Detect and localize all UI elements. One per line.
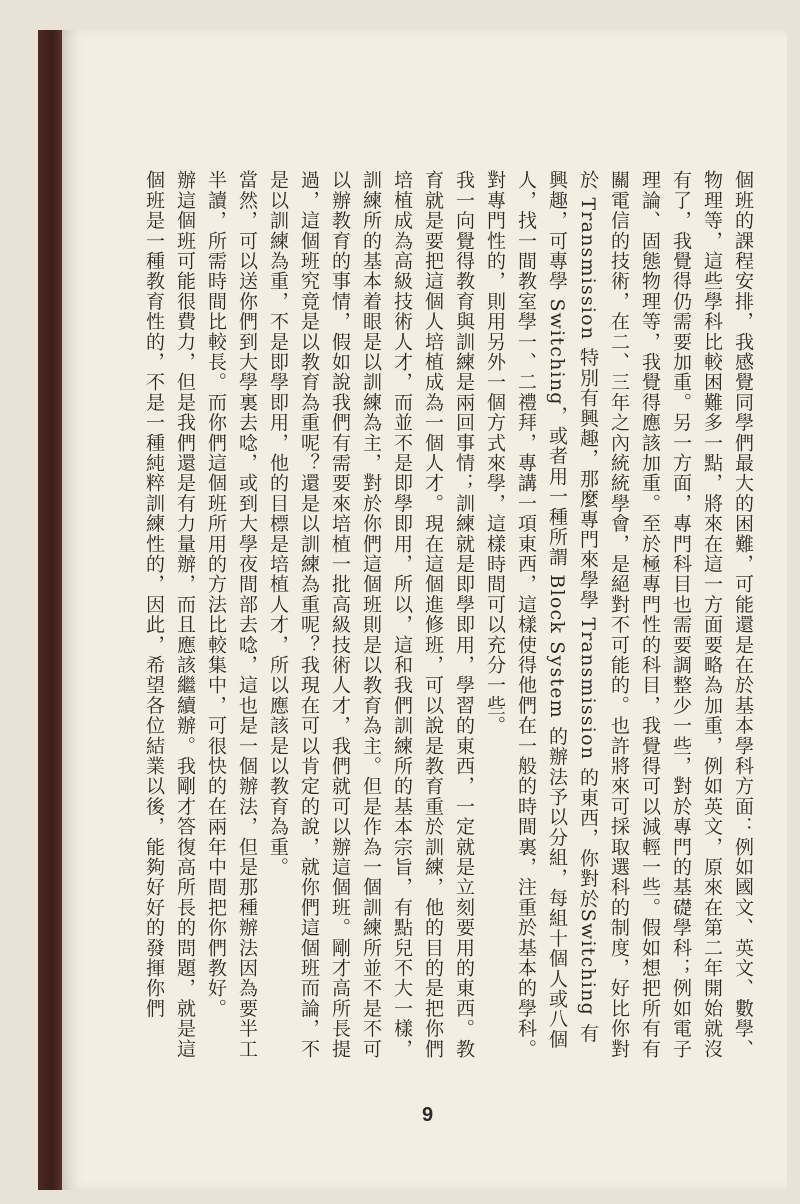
paragraph-1: 個班的課程安排，我感覺同學們最大的困難，可能還是在於基本學科方面：例如國文、英文、數學、物理等，這些學科比較困難多一點，將來在這一方面要略為加重，例如英文，原來在第二年開始就沒有了，我覺得仍需要加重。另一方面，專門科目也需要調整少一些，對於專門的基礎學科；例如電子理論、固態物理等，我覺得應該加重。至於極專門性的科目，我覺得可以減輕一些。假如想把所有有關電信的技術，在二、三年之內統統學會，是絕對不可能的。也許將來可採取選科的制度，好比你對於 Transmission 特別有興趣，那麼專門來學學 Transmission 的東西，你對於Switching 有興趣，可專學 Switching，或者用一種所謂 Block System 的辦法予以分組，每組十個人或八個人，找一間教室學一、二禮拜，專講一項東西，這樣使得他們在一般的時間裏，注重於基本的學科。對專門性的，則用另外一個方式來學，這樣時間可以充分一些。 [484, 170, 754, 1059]
page-number: 9 [422, 1104, 434, 1126]
book-spine [38, 30, 62, 1190]
paragraph-4: 辦這個班可能很費力，但是我們還是有力量辦，而且應該繼續辦。我剛才答復高所長的問題，就是這個班是一種教育性的，不是一種純粹訓練性的，因此，希望各位結業以後，能夠好好的發揮你們 [143, 170, 196, 1059]
paragraph-2: 我一向覺得教育與訓練是兩回事情；訓練就是即學即用，學習的東西，一定就是立刻要用的東西。教育就是要把這個人培植成為一個人才。現在這個進修班，可以說是教育重於訓練，他的目的是把你們培植成為高級技術人才，而並不是即學即用，所以，這和我們訓練所的基本宗旨，有點兒不大一樣，訓練所的基本着眼是以訓練為主，對於你們這個班則是以教育為主。但是作為一個訓練所並不是不可以辦教育的事情，假如說我們有需要來培植一批高級技術人才，我們就可以辦這個班。剛才高所長提過，這個班究竟是以教育為重呢？還是以訓練為重呢？我現在可以肯定的說，就你們這個班而論，不是以訓練為重，不是即學即用，他的目標是培植人才，所以應該是以教育為重。 [267, 170, 475, 1059]
paragraph-3: 當然，可以送你們到大學裏去唸，或到大學夜間部去唸，這也是一個辦法，但是那種辦法因為要半工半讀，所需時間比較長。而你們這個班所用的方法比較集中，可很快的在兩年中間把你們教好。 [205, 170, 258, 1059]
vertical-text-body [118, 170, 758, 1060]
